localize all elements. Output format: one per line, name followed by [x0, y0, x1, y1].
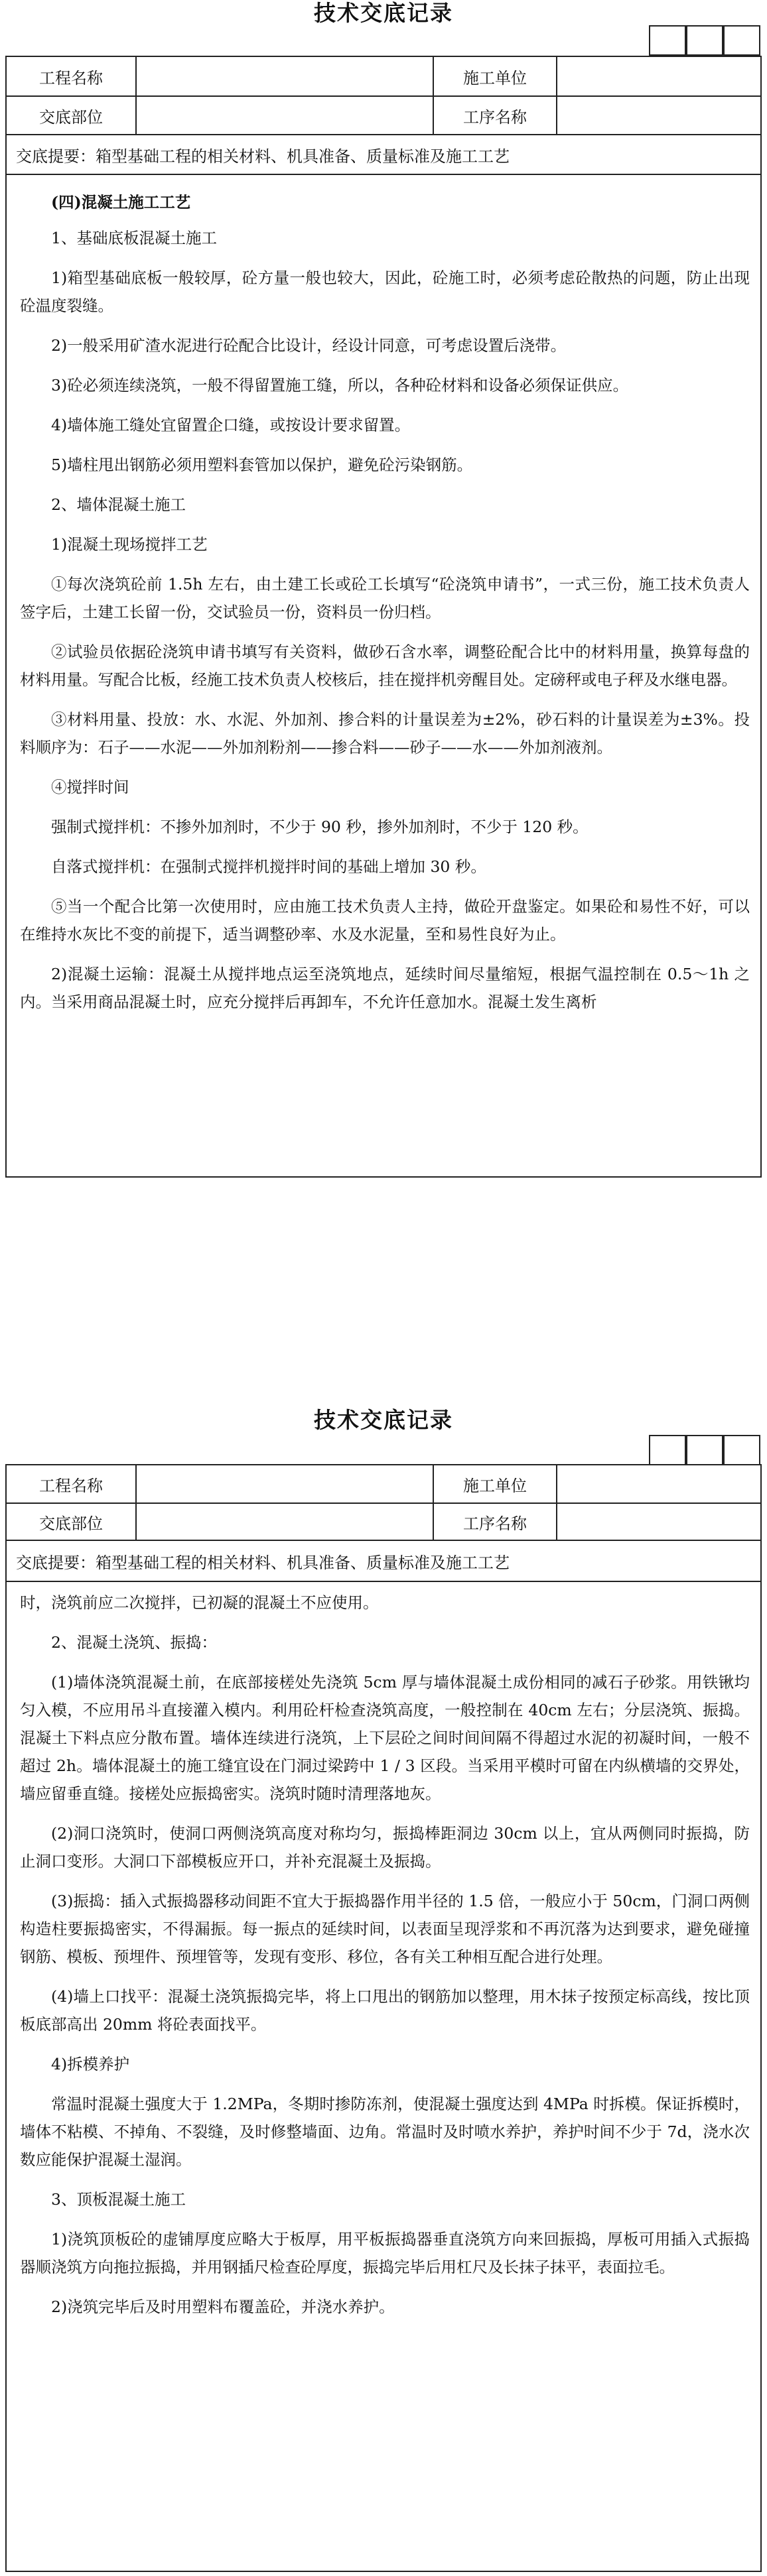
- page-number-box: [649, 1435, 686, 1465]
- page-number-box: [723, 25, 760, 56]
- handover-part-value: [137, 1504, 434, 1540]
- handover-content: [7, 1589, 760, 2333]
- header-row-1: [7, 57, 760, 97]
- process-name-label: 工序名称: [434, 97, 557, 134]
- paragraph: 2)混凝土运输：混凝土从搅拌地点运至浇筑地点，延续时间尽量缩短，根据气温控制在 0.5～1h 之内。当采用商品混凝土时，应充分搅拌后再卸车，不允许任意加水。混凝土发生离析: [20, 965, 750, 1011]
- document-title: 技术交底记录: [314, 1407, 453, 1433]
- handover-part-label: 交底部位: [7, 97, 137, 134]
- construction-unit-value: [557, 57, 760, 95]
- project-name-label: 工程名称: [7, 57, 137, 95]
- page-1: [0, 0, 767, 1180]
- header-row-2: [7, 1504, 760, 1541]
- paragraph: 2)浇筑完毕后及时用塑料布覆盖砼，并浇水养护。: [51, 2298, 395, 2316]
- handover-content: [7, 188, 760, 1028]
- paragraph: ①每次浇筑砼前 1.5h 左右，由土建工长或砼工长填写“砼浇筑申请书”，一式三份，施工技术负责人签字后，土建工长留一份，交试验员一份，资料员一份归档。: [20, 575, 750, 621]
- handover-part-label: 交底部位: [7, 1504, 137, 1540]
- handover-summary: 交底提要：箱型基础工程的相关材料、机具准备、质量标准及施工工艺: [7, 1541, 760, 1582]
- page-number-box: [649, 25, 686, 56]
- paragraph: 2、混凝土浇筑、振捣：: [51, 1633, 217, 1652]
- process-name-value: [557, 1504, 760, 1540]
- section-heading: (四)混凝土施工工艺: [51, 193, 191, 212]
- paragraph: ④搅拌时间: [51, 778, 129, 796]
- construction-unit-label: 施工单位: [434, 57, 557, 95]
- paragraph: 2、墙体混凝土施工: [51, 495, 186, 514]
- process-name-label: 工序名称: [434, 1504, 557, 1540]
- project-name-value: [137, 57, 434, 95]
- paragraph: 自落式搅拌机：在强制式搅拌机搅拌时间的基础上增加 30 秒。: [51, 857, 486, 876]
- page-number-box: [686, 25, 723, 56]
- construction-unit-value: [557, 1465, 760, 1503]
- paragraph: 1)浇筑顶板砼的虚铺厚度应略大于板厚，用平板振捣器垂直浇筑方向来回振捣，厚板可用插入式振捣器顺浇筑方向拖拉振捣，并用钢插尺检查砼厚度，振捣完毕后用杠尺及长抹子抹平，表面拉毛。: [20, 2230, 750, 2276]
- paragraph: 4)拆模养护: [51, 2055, 130, 2073]
- paragraph: 5)墙柱甩出钢筋必须用塑料套管加以保护，避免砼污染钢筋。: [51, 456, 473, 474]
- process-name-value: [557, 97, 760, 134]
- handover-summary: 交底提要：箱型基础工程的相关材料、机具准备、质量标准及施工工艺: [7, 135, 760, 175]
- document-title: 技术交底记录: [314, 0, 453, 26]
- handover-part-value: [137, 97, 434, 134]
- paragraph: 常温时混凝土强度大于 1.2MPa，冬期时掺防冻剂，使混凝土强度达到 4MPa 时拆模。保证拆模时，墙体不粘模、不掉角、不裂缝，及时修整墙面、边角。常温时及时喷水养护，养护时间不少于 7d，浇水次数应能保护混凝土湿润。: [20, 2095, 750, 2169]
- page-2: [0, 1366, 767, 2576]
- header-row-1: [7, 1465, 760, 1504]
- construction-unit-label: 施工单位: [434, 1465, 557, 1503]
- header-row-2: [7, 97, 760, 135]
- project-name-label: 工程名称: [7, 1465, 137, 1503]
- project-name-value: [137, 1465, 434, 1503]
- paragraph: 强制式搅拌机：不掺外加剂时，不少于 90 秒，掺外加剂时，不少于 120 秒。: [51, 818, 589, 836]
- paragraph: (2)洞口浇筑时，使洞口两侧浇筑高度对称均匀，振捣棒距洞边 30cm 以上，宜从两侧同时振捣，防止洞口变形。大洞口下部模板应开口，并补充混凝土及振捣。: [20, 1824, 750, 1871]
- paragraph: 时，浇筑前应二次搅拌，已初凝的混凝土不应使用。: [20, 1593, 379, 1612]
- paragraph: 1、基础底板混凝土施工: [51, 229, 217, 247]
- paragraph: ②试验员依据砼浇筑申请书填写有关资料，做砂石含水率，调整砼配合比中的材料用量，换算每盘的材料用量。写配合比板，经施工技术负责人校核后，挂在搅拌机旁醒目处。定磅秤或电子秤及水继电器。: [20, 643, 750, 689]
- paragraph: ③材料用量、投放：水、水泥、外加剂、掺合料的计量误差为±2%，砂石料的计量误差为±3%。投料顺序为：石子——水泥——外加剂粉剂——掺合料——砂子——水——外加剂液剂。: [20, 710, 750, 757]
- paragraph: (1)墙体浇筑混凝土前，在底部接槎处先浇筑 5cm 厚与墙体混凝土成份相同的减石子砂浆。用铁锹均匀入模，不应用吊斗直接灌入模内。利用砼杆检查浇筑高度，一般控制在 40cm 左右；分层浇筑、振捣。混凝土下料点应分散布置。墙体连续进行浇筑，上下层砼之间时间间隔不得超过水泥的初凝时间，一般不超过 2h。墙体混凝土的施工缝宜设在门洞过梁跨中 1 / 3 区段。当采用平模时可留在内纵横墙的交界处，墙应留垂直缝。接槎处应振捣密实。浇筑时随时清理落地灰。: [20, 1673, 750, 1803]
- paragraph: 1)箱型基础底板一般较厚，砼方量一般也较大，因此，砼施工时，必须考虑砼散热的问题，防止出现砼温度裂缝。: [20, 269, 750, 315]
- paragraph: ⑤当一个配合比第一次使用时，应由施工技术负责人主持，做砼开盘鉴定。如果砼和易性不好，可以在维持水灰比不变的前提下，适当调整砂率、水及水泥量，至和易性良好为止。: [20, 897, 750, 944]
- paragraph: (4)墙上口找平：混凝土浇筑振捣完毕，将上口甩出的钢筋加以整理，用木抹子按预定标高线，按比顶板底部高出 20mm 将砼表面找平。: [20, 1987, 750, 2034]
- paragraph: 2)一般采用矿渣水泥进行砼配合比设计，经设计同意，可考虑设置后浇带。: [51, 336, 567, 355]
- record-table: [5, 56, 762, 1178]
- paragraph: 3)砼必须连续浇筑，一般不得留置施工缝，所以，各种砼材料和设备必须保证供应。: [51, 376, 629, 395]
- page-number-box: [686, 1435, 723, 1465]
- paragraph: 1)混凝土现场搅拌工艺: [51, 535, 208, 554]
- paragraph: 3、顶板混凝土施工: [51, 2190, 186, 2209]
- page-number-box: [723, 1435, 760, 1465]
- paragraph: 4)墙体施工缝处宜留置企口缝，或按设计要求留置。: [51, 416, 411, 434]
- paragraph: (3)振捣：插入式振捣器移动间距不宜大于振捣器作用半径的 1.5 倍，一般应小于 50cm，门洞口两侧构造柱要振捣密实，不得漏振。每一振点的延续时间，以表面呈现浮浆和不再沉落为达到要求，避免碰撞钢筋、模板、预埋件、预埋管等，发现有变形、移位，各有关工种相互配合进行处理。: [20, 1892, 750, 1966]
- record-table: [5, 1464, 762, 2572]
